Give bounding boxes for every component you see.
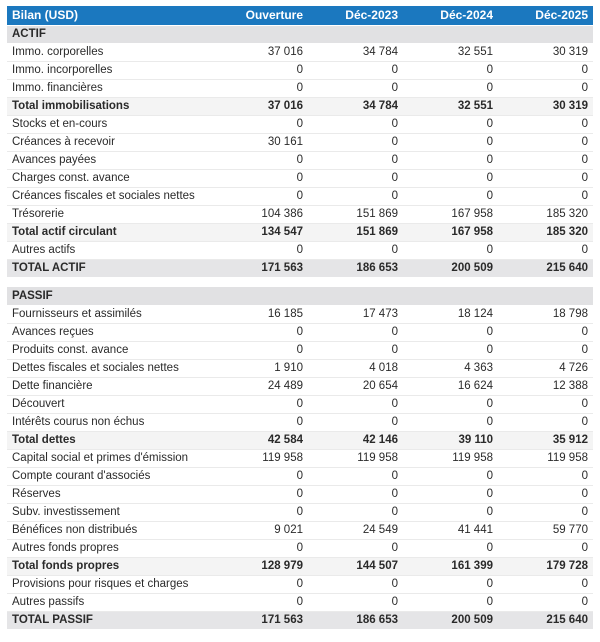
table-title: Bilan (USD)	[7, 6, 213, 25]
table-row	[7, 115, 593, 133]
row-label: Immo. corporelles	[7, 43, 213, 61]
cell-value-dec-2023: 0	[308, 539, 403, 557]
table-row	[7, 133, 593, 151]
cell-value-ouverture: 30 161	[213, 133, 308, 151]
row-label: Compte courant d'associés	[7, 467, 213, 485]
cell-value-dec-2023: 0	[308, 187, 403, 205]
cell-value-ouverture: 16 185	[213, 305, 308, 323]
row-label: Intérêts courus non échus	[7, 413, 213, 431]
cell-value-ouverture: 0	[213, 169, 308, 187]
cell-value-dec-2023: 17 473	[308, 305, 403, 323]
row-label: TOTAL PASSIF	[7, 611, 213, 629]
row-label: Total fonds propres	[7, 557, 213, 575]
row-label: Provisions pour risques et charges	[7, 575, 213, 593]
cell-value-dec-2023: 0	[308, 467, 403, 485]
row-label: Autres actifs	[7, 241, 213, 259]
row-label: Autres passifs	[7, 593, 213, 611]
cell-value-dec-2023: 151 869	[308, 223, 403, 241]
cell-value-dec-2024: 16 624	[403, 377, 498, 395]
row-label: Immo. incorporelles	[7, 61, 213, 79]
row-label: Produits const. avance	[7, 341, 213, 359]
cell-value-dec-2024: 0	[403, 593, 498, 611]
cell-value-ouverture: 0	[213, 413, 308, 431]
balance-sheet-table	[7, 6, 593, 630]
table-row	[7, 557, 593, 575]
cell-value-ouverture: 0	[213, 395, 308, 413]
cell-value-dec-2025: 0	[498, 575, 593, 593]
cell-value-dec-2025: 0	[498, 593, 593, 611]
cell-value-dec-2023: 42 146	[308, 431, 403, 449]
cell-value-dec-2023: 0	[308, 61, 403, 79]
cell-value-dec-2025: 35 912	[498, 431, 593, 449]
cell-value-dec-2025: 18 798	[498, 305, 593, 323]
cell-value-ouverture: 24 489	[213, 377, 308, 395]
cell-value-ouverture: 0	[213, 503, 308, 521]
cell-value-ouverture: 104 386	[213, 205, 308, 223]
cell-value-dec-2024: 18 124	[403, 305, 498, 323]
cell-value-dec-2024: 0	[403, 133, 498, 151]
row-label: Dettes fiscales et sociales nettes	[7, 359, 213, 377]
cell-value-dec-2024: 0	[403, 187, 498, 205]
table-row	[7, 259, 593, 277]
cell-value-ouverture: 119 958	[213, 449, 308, 467]
cell-value-dec-2025: 59 770	[498, 521, 593, 539]
table-row	[7, 359, 593, 377]
cell-value-dec-2023: 0	[308, 341, 403, 359]
cell-value-dec-2023: 0	[308, 395, 403, 413]
cell-value-dec-2025: 0	[498, 413, 593, 431]
cell-value-dec-2024	[403, 287, 498, 305]
cell-value-dec-2023	[308, 287, 403, 305]
table-row	[7, 61, 593, 79]
cell-value-dec-2025: 4 726	[498, 359, 593, 377]
cell-value-dec-2023: 0	[308, 151, 403, 169]
cell-value-dec-2025: 0	[498, 467, 593, 485]
cell-value-ouverture: 0	[213, 467, 308, 485]
cell-value-dec-2023: 0	[308, 413, 403, 431]
cell-value-dec-2025: 0	[498, 341, 593, 359]
cell-value-dec-2025: 0	[498, 485, 593, 503]
cell-value-dec-2025: 0	[498, 169, 593, 187]
cell-value-dec-2023: 0	[308, 323, 403, 341]
table-row	[7, 151, 593, 169]
cell-value-dec-2024: 161 399	[403, 557, 498, 575]
table-row	[7, 277, 593, 287]
cell-value-dec-2024: 167 958	[403, 223, 498, 241]
cell-value-ouverture: 37 016	[213, 43, 308, 61]
row-label: Autres fonds propres	[7, 539, 213, 557]
row-label: Découvert	[7, 395, 213, 413]
cell-value-dec-2025: 0	[498, 241, 593, 259]
cell-value-dec-2023: 4 018	[308, 359, 403, 377]
row-label: Avances payées	[7, 151, 213, 169]
cell-value-dec-2024: 0	[403, 323, 498, 341]
table-row	[7, 575, 593, 593]
cell-value-dec-2024: 0	[403, 241, 498, 259]
cell-value-dec-2025: 30 319	[498, 43, 593, 61]
cell-value-dec-2024: 0	[403, 79, 498, 97]
cell-value-dec-2025: 119 958	[498, 449, 593, 467]
cell-value-dec-2025: 0	[498, 133, 593, 151]
cell-value-dec-2024: 0	[403, 395, 498, 413]
cell-value-dec-2023: 151 869	[308, 205, 403, 223]
cell-value-dec-2023: 186 653	[308, 611, 403, 629]
cell-value-dec-2025: 215 640	[498, 259, 593, 277]
cell-value-dec-2025	[498, 287, 593, 305]
header-row	[7, 6, 593, 25]
row-label: Fournisseurs et assimilés	[7, 305, 213, 323]
table-row	[7, 223, 593, 241]
cell-value-dec-2025	[498, 25, 593, 43]
cell-value-dec-2024: 0	[403, 115, 498, 133]
row-label: Dette financière	[7, 377, 213, 395]
table-row	[7, 521, 593, 539]
table-row	[7, 169, 593, 187]
cell-value-dec-2023	[308, 25, 403, 43]
cell-value-dec-2024: 200 509	[403, 611, 498, 629]
cell-value-dec-2025: 12 388	[498, 377, 593, 395]
cell-value-dec-2024: 0	[403, 341, 498, 359]
cell-value-ouverture	[213, 25, 308, 43]
cell-value-dec-2024: 0	[403, 61, 498, 79]
cell-value-ouverture: 0	[213, 341, 308, 359]
column-header-dec-2025: Déc-2025	[498, 6, 593, 25]
cell-value-dec-2024: 0	[403, 539, 498, 557]
table-row	[7, 205, 593, 223]
cell-value-dec-2025: 0	[498, 61, 593, 79]
row-label: Bénéfices non distribués	[7, 521, 213, 539]
cell-value-ouverture	[213, 277, 308, 287]
cell-value-dec-2024: 0	[403, 467, 498, 485]
cell-value-dec-2025: 0	[498, 79, 593, 97]
row-label: Trésorerie	[7, 205, 213, 223]
row-label: Créances fiscales et sociales nettes	[7, 187, 213, 205]
cell-value-dec-2024: 41 441	[403, 521, 498, 539]
table-row	[7, 593, 593, 611]
cell-value-dec-2023: 34 784	[308, 43, 403, 61]
column-header-ouverture: Ouverture	[213, 6, 308, 25]
row-label: ACTIF	[7, 25, 213, 43]
row-label: PASSIF	[7, 287, 213, 305]
cell-value-dec-2023: 0	[308, 485, 403, 503]
cell-value-dec-2023: 119 958	[308, 449, 403, 467]
cell-value-ouverture: 0	[213, 323, 308, 341]
cell-value-dec-2025: 30 319	[498, 97, 593, 115]
cell-value-dec-2024	[403, 25, 498, 43]
row-label: Réserves	[7, 485, 213, 503]
table-row	[7, 43, 593, 61]
row-label: Capital social et primes d'émission	[7, 449, 213, 467]
cell-value-dec-2025: 0	[498, 503, 593, 521]
cell-value-ouverture: 0	[213, 115, 308, 133]
cell-value-dec-2023: 0	[308, 593, 403, 611]
row-label: Charges const. avance	[7, 169, 213, 187]
cell-value-dec-2025: 0	[498, 539, 593, 557]
table-row	[7, 377, 593, 395]
table-row	[7, 539, 593, 557]
table-row	[7, 611, 593, 629]
cell-value-dec-2025: 215 640	[498, 611, 593, 629]
row-label: Total dettes	[7, 431, 213, 449]
table-body	[7, 25, 593, 629]
table-row	[7, 97, 593, 115]
table-row	[7, 323, 593, 341]
cell-value-ouverture: 37 016	[213, 97, 308, 115]
cell-value-ouverture: 0	[213, 241, 308, 259]
row-label: Total immobilisations	[7, 97, 213, 115]
cell-value-dec-2025: 185 320	[498, 223, 593, 241]
cell-value-dec-2023: 20 654	[308, 377, 403, 395]
table-row	[7, 305, 593, 323]
cell-value-dec-2023: 186 653	[308, 259, 403, 277]
table-row	[7, 449, 593, 467]
cell-value-ouverture: 171 563	[213, 259, 308, 277]
cell-value-ouverture: 0	[213, 575, 308, 593]
cell-value-dec-2025: 0	[498, 395, 593, 413]
table-header	[7, 6, 593, 25]
row-label: Subv. investissement	[7, 503, 213, 521]
table-row	[7, 467, 593, 485]
cell-value-dec-2024: 167 958	[403, 205, 498, 223]
cell-value-dec-2023: 0	[308, 115, 403, 133]
cell-value-dec-2024	[403, 277, 498, 287]
cell-value-dec-2024: 0	[403, 575, 498, 593]
cell-value-dec-2023: 0	[308, 575, 403, 593]
table-row	[7, 431, 593, 449]
row-label: Stocks et en-cours	[7, 115, 213, 133]
cell-value-dec-2025: 179 728	[498, 557, 593, 575]
cell-value-ouverture: 42 584	[213, 431, 308, 449]
cell-value-dec-2024: 0	[403, 485, 498, 503]
cell-value-dec-2025: 185 320	[498, 205, 593, 223]
cell-value-dec-2023: 0	[308, 133, 403, 151]
cell-value-dec-2024: 4 363	[403, 359, 498, 377]
cell-value-dec-2024: 39 110	[403, 431, 498, 449]
cell-value-dec-2023: 24 549	[308, 521, 403, 539]
column-header-dec-2024: Déc-2024	[403, 6, 498, 25]
cell-value-dec-2025	[498, 277, 593, 287]
cell-value-ouverture: 128 979	[213, 557, 308, 575]
table-row	[7, 79, 593, 97]
table-row	[7, 287, 593, 305]
row-label: Total actif circulant	[7, 223, 213, 241]
column-header-dec-2023: Déc-2023	[308, 6, 403, 25]
row-label	[7, 277, 213, 287]
table-row	[7, 241, 593, 259]
row-label: TOTAL ACTIF	[7, 259, 213, 277]
table-row	[7, 395, 593, 413]
table-row	[7, 187, 593, 205]
table-row	[7, 341, 593, 359]
table-row	[7, 503, 593, 521]
cell-value-dec-2025: 0	[498, 151, 593, 169]
cell-value-dec-2024: 0	[403, 503, 498, 521]
cell-value-ouverture: 1 910	[213, 359, 308, 377]
cell-value-dec-2024: 32 551	[403, 43, 498, 61]
cell-value-ouverture: 0	[213, 593, 308, 611]
cell-value-dec-2025: 0	[498, 115, 593, 133]
cell-value-dec-2024: 0	[403, 151, 498, 169]
cell-value-ouverture: 0	[213, 539, 308, 557]
table-row	[7, 413, 593, 431]
cell-value-dec-2024: 119 958	[403, 449, 498, 467]
cell-value-dec-2023: 0	[308, 503, 403, 521]
cell-value-dec-2024: 200 509	[403, 259, 498, 277]
cell-value-ouverture: 0	[213, 187, 308, 205]
cell-value-ouverture: 0	[213, 485, 308, 503]
cell-value-dec-2023: 0	[308, 241, 403, 259]
table-row	[7, 25, 593, 43]
cell-value-dec-2024: 32 551	[403, 97, 498, 115]
cell-value-ouverture: 0	[213, 79, 308, 97]
cell-value-dec-2024: 0	[403, 169, 498, 187]
cell-value-dec-2025: 0	[498, 323, 593, 341]
cell-value-dec-2023: 0	[308, 79, 403, 97]
cell-value-ouverture: 134 547	[213, 223, 308, 241]
cell-value-ouverture: 9 021	[213, 521, 308, 539]
cell-value-ouverture: 0	[213, 61, 308, 79]
cell-value-dec-2023: 0	[308, 169, 403, 187]
cell-value-ouverture: 171 563	[213, 611, 308, 629]
cell-value-ouverture	[213, 287, 308, 305]
row-label: Immo. financières	[7, 79, 213, 97]
cell-value-dec-2023	[308, 277, 403, 287]
cell-value-dec-2025: 0	[498, 187, 593, 205]
row-label: Créances à recevoir	[7, 133, 213, 151]
cell-value-dec-2023: 34 784	[308, 97, 403, 115]
cell-value-dec-2024: 0	[403, 413, 498, 431]
table-row	[7, 485, 593, 503]
cell-value-dec-2023: 144 507	[308, 557, 403, 575]
cell-value-ouverture: 0	[213, 151, 308, 169]
row-label: Avances reçues	[7, 323, 213, 341]
